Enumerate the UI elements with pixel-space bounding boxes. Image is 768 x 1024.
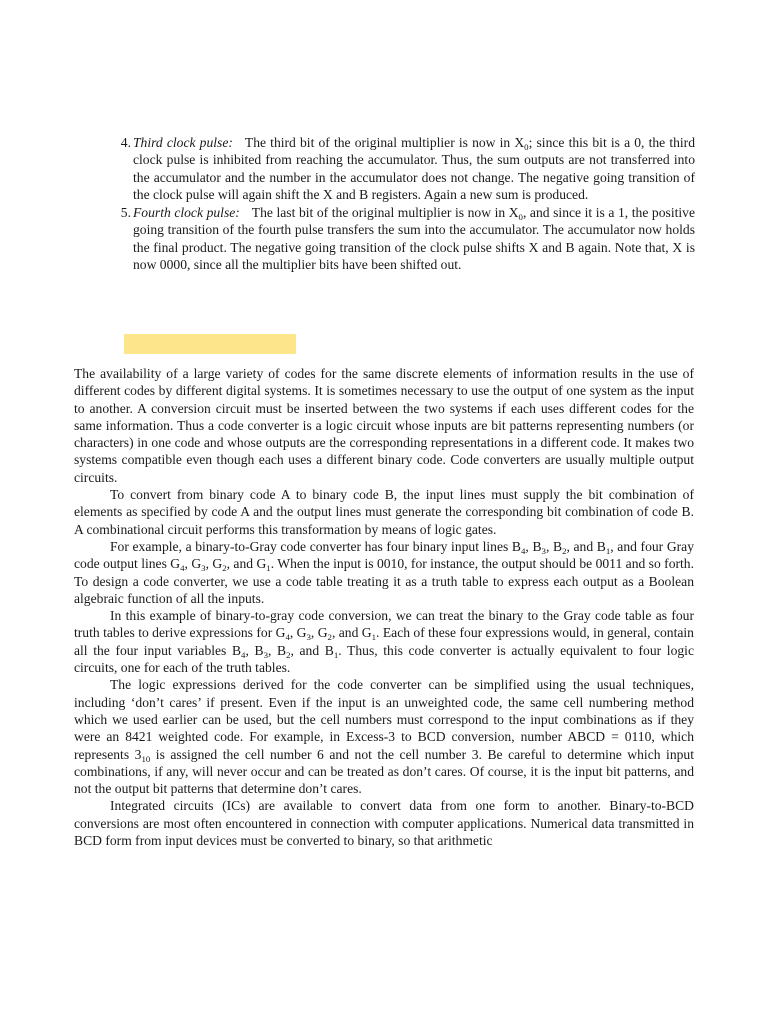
subscript: 1 [266,563,271,574]
list-item-third-clock-pulse [113,134,695,203]
text-run: . Each of these four expressions would, in general, contain all the four input variables B [74,625,694,658]
text-run: , G [184,556,202,572]
body-text [74,365,694,849]
text-run: , and four Gray code output lines G [74,538,695,572]
text-run: , and G [226,556,267,572]
subscript: 2 [286,649,291,660]
paragraph: The availability of a large variety of codes for the same discrete elements of information results in the use of different codes by different digital systems. It is sometimes necessary to use the output of one system as the input to another. A conversion circuit must be inserted between the two systems if each uses different codes for the same information. Thus a code converter is a logic circuit whose inputs are bit patterns representing numbers (or characters) in one code and whose outputs are the corresponding representations in a different code. It makes two systems compatible even though each uses a different binary code. Code converters are usually multiple output circuits. [74,366,694,485]
subscript: 0 [524,142,529,153]
paragraph [74,607,694,676]
subscript: 1 [333,649,339,660]
subscript: 4 [521,546,526,557]
list-item-number: 4. [120,135,131,150]
paragraph: Integrated circuits (ICs) are available to convert data from one form to another. Binary-to-BCD conversions are most often encountered in connection with computer applications. Numerical data transmitted in BCD form from input devices must be converted to binary, so that arithmetic [74,798,694,849]
list-item-text: The last bit of the original multiplier is now in X [251,205,519,221]
paragraph [74,538,694,607]
text-run: The logic expressions derived for the code converter can be simplified using the usual techniques, including ‘don’t cares’ if present. Even if the input is an unweighted code, the same cell numbering method which we used earlier can be used, but the cell numbers must correspond to the input combinations as if they were an 8421 weighted code. For example, in Excess-3 to BCD conversion, number ABCD = 0110, which represents 3 [74,677,694,762]
list-item-title: Third clock pulse: [133,135,233,150]
list-item-text: The third bit of the original multiplier is now in X [244,135,525,150]
text-run: . Thus, this code converter is actually equivalent to four logic circuits, one for each of the truth tables. [74,642,694,676]
subscript: 1 [605,546,611,557]
text-run: In this example of binary-to-gray code conversion, we can treat the binary to the Gray code table as four truth tables to derive expressions for G [74,608,694,641]
text-run: , B [545,538,563,554]
text-run: , and B [566,538,606,554]
list-item-text: ; since this bit is a 0, the third clock pulse is inhibited from reaching the accumulator. Thus, the sum outputs are not transferred into the accumulator and the number in the accumulator does not change. The negative going transition of the clock pulse will again shift the X and B registers. Again a new sum is produced. [133,135,695,202]
numbered-list [113,134,695,274]
subscript: 10 [141,753,151,764]
paragraph: To convert from binary code A to binary code B, the input lines must supply the bit combination of elements as specified by code A and the output lines must generate the corresponding bit combination of code B. A combinational circuit performs this transformation by means of logic gates. [74,487,694,537]
paragraph [74,676,694,797]
subscript: 2 [222,563,227,574]
subscript: 4 [180,563,185,574]
list-item-text: , and since it is a 1, the positive going transition of the fourth pulse transfers the sum into the accumulator. The accumulator now holds the final product. The negative going transition of the clock pulse shifts X and B again. Note that, X is now 0000, since all the multiplier bits have been shifted out. [133,205,695,273]
subscript: 2 [562,546,567,557]
text-run: , G [289,625,307,641]
text-run: , and B [290,642,334,658]
list-item-fourth-clock-pulse [113,204,695,273]
list-item-number: 5. [120,205,131,221]
text-run: , B [245,642,264,658]
text-run: For example, a binary-to-Gray code converter has four binary input lines B [110,538,521,554]
subscript: 3 [201,563,206,574]
text-run: , and G [331,625,372,641]
subscript: 3 [263,649,268,660]
subscript: 1 [371,632,377,643]
text-run: , G [310,625,328,641]
subscript: 4 [285,632,290,643]
subscript: 3 [541,546,546,557]
text-run: , B [525,538,542,554]
text-run: , B [267,642,287,658]
text-run: is assigned the cell number 6 and not the cell number 3. Be careful to determine which input combinations, if any, will never occur and can be treated as don’t cares. Of course, it is the input bit patterns, and not the output bit patterns that determine don’t cares. [74,746,694,797]
section-heading-highlight [124,334,296,354]
subscript: 0 [518,212,523,223]
subscript: 3 [306,632,311,643]
list-item-title: Fourth clock pulse: [133,205,240,221]
subscript: 2 [327,632,332,643]
subscript: 4 [241,649,246,660]
text-run: , G [205,556,223,572]
text-run: . When the input is 0010, for instance, the output should be 0011 and so forth. To design a code converter, we use a code table treating it as a truth table to express each output as a Boolean algebraic function of all the inputs. [74,556,694,606]
